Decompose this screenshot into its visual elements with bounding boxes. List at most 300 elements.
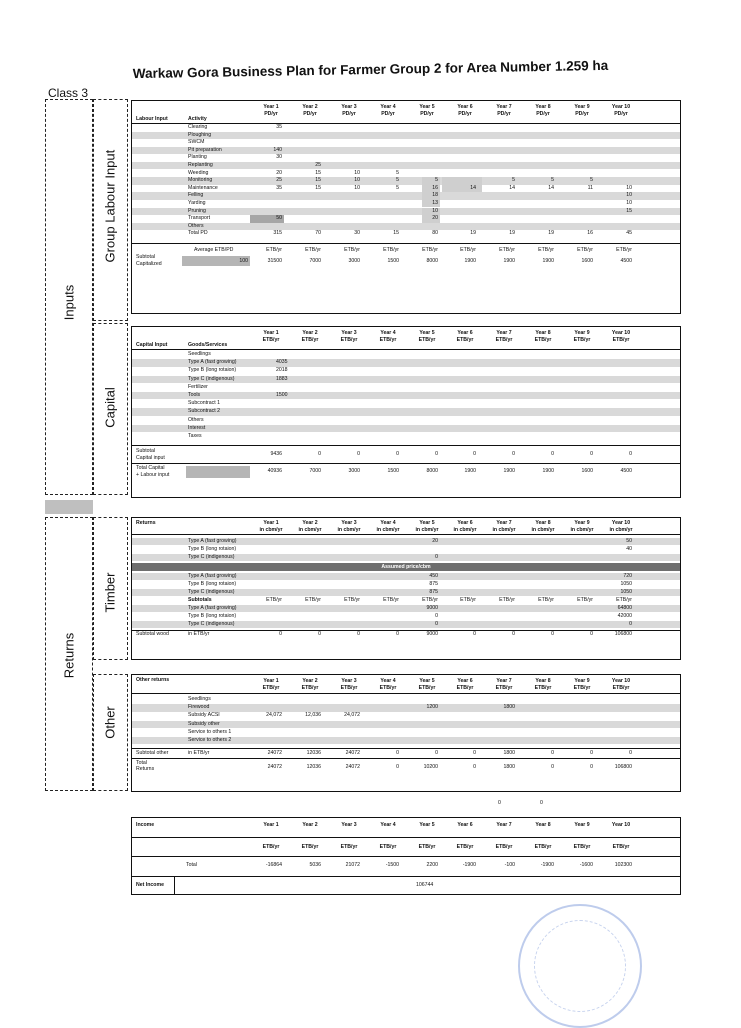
inputs-label: Inputs <box>61 284 77 321</box>
assumed-price-bar: Assumed price/cbm <box>132 563 680 571</box>
labour-subtotal: 1900 <box>542 258 554 264</box>
labour-value: 19 <box>470 230 476 237</box>
activity-name: Total PD <box>188 230 208 237</box>
capital-row <box>132 433 680 440</box>
capital-input-label: Capital Input <box>136 342 168 348</box>
labour-value: 10 <box>626 192 632 199</box>
unit-header: PD/yr <box>303 110 317 117</box>
unit-header: PD/yr <box>614 110 628 117</box>
total-returns: 24072 <box>345 764 360 771</box>
value-y10: 0 <box>629 621 632 627</box>
subtotal-wood: 0 <box>357 631 360 637</box>
subtotal-other: 0 <box>473 750 476 757</box>
total-returns-label2: Returns <box>136 766 155 773</box>
other-label: Other <box>102 706 118 739</box>
year-header: Year 1 <box>263 520 279 526</box>
year-header: Year 8 <box>535 520 551 526</box>
subtotal-other: 0 <box>629 750 632 757</box>
unit-header: ETB/yr <box>612 844 630 850</box>
timber-volume-y5: 20 <box>432 538 438 544</box>
total-returns: 12036 <box>306 764 321 771</box>
returns-label: Returns <box>136 520 156 526</box>
capital-value: 2018 <box>276 367 288 374</box>
timber-label: Timber <box>102 572 118 613</box>
total-returns: 106800 <box>614 764 632 771</box>
goods-name: Type B (long rotaion) <box>188 367 237 374</box>
subtotal-other-label: Subtotal other <box>136 750 169 757</box>
species-name: Type C (indigenous) <box>188 589 235 595</box>
activity-name: SWCM <box>188 139 205 146</box>
labour-row <box>132 124 680 131</box>
year-header: Year 1 <box>263 330 279 336</box>
value-y5: 9000 <box>426 605 438 611</box>
species-name: Type A (fast growing) <box>188 605 237 611</box>
labour-value: 30 <box>276 154 282 161</box>
class-label: Class 3 <box>48 86 89 100</box>
total-capital: 1900 <box>503 468 515 475</box>
total-returns: 10200 <box>423 764 438 771</box>
activity-name: Felling <box>188 192 204 199</box>
other-item-name: Firewood <box>188 704 210 711</box>
year-header: Year 7 <box>496 678 512 684</box>
activity-name: Maintenance <box>188 184 218 191</box>
year-header: Year 2 <box>302 104 318 110</box>
income-total: -1500 <box>385 862 399 868</box>
activity-name: Ploughing <box>188 131 212 138</box>
capital-label: Capital <box>102 387 118 428</box>
etb-unit: ETB/yr <box>422 247 438 253</box>
other-returns-table <box>131 674 681 792</box>
year-header: Year 1 <box>263 104 279 110</box>
separator-block <box>45 500 93 514</box>
year-header: Year 10 <box>611 520 631 526</box>
unit-header: ETB/yr <box>340 336 358 343</box>
labour-subtotal: 1500 <box>387 258 399 264</box>
unit-header: ETB/yr <box>534 844 552 850</box>
labour-row <box>132 223 680 230</box>
activity-name: Transport <box>188 215 211 222</box>
year-header: Year 10 <box>611 822 631 828</box>
capital-subtotal-label2: Capital input <box>136 455 165 462</box>
activity-header: Activity <box>188 116 207 122</box>
total-capital: 4500 <box>620 468 632 475</box>
below-values <box>0 800 741 810</box>
unit-header: in cbm/yr <box>570 526 594 533</box>
unit-header: ETB/yr <box>262 336 280 343</box>
value-y10: 42000 <box>617 613 632 619</box>
labour-value: 16 <box>432 184 438 191</box>
subtotal-wood-label: Subtotal wood <box>136 631 169 637</box>
capital-subtotal-label: Subtotal <box>136 448 156 455</box>
capital-subtotal: 0 <box>551 451 554 458</box>
labour-value: 5 <box>396 169 399 176</box>
income-total: 2200 <box>426 862 438 868</box>
row-divider <box>132 693 680 694</box>
year-header: Year 4 <box>380 330 396 336</box>
year-header: Year 9 <box>574 330 590 336</box>
labour-value: 19 <box>548 230 554 237</box>
year-header: Year 4 <box>380 822 396 828</box>
row-divider <box>132 349 680 350</box>
year-header: Year 4 <box>380 678 396 684</box>
total-returns: 1800 <box>503 764 515 771</box>
value-y5: 0 <box>435 621 438 627</box>
unit-header: ETB/yr <box>495 844 513 850</box>
price-y10: 1050 <box>620 581 632 587</box>
other-row <box>132 696 680 703</box>
labour-value: 20 <box>276 169 282 176</box>
year-header: Year 6 <box>457 822 473 828</box>
labour-value: 18 <box>432 192 438 199</box>
year-header: Year 9 <box>574 520 590 526</box>
labour-value: 80 <box>432 230 438 237</box>
total-returns-label: Total <box>136 760 147 767</box>
other-item-name: Service to others 2 <box>188 737 232 743</box>
species-name: Type B (long rotaion) <box>188 546 237 552</box>
labour-value: 5 <box>396 177 399 184</box>
etb-unit: ETB/yr <box>383 597 399 603</box>
year-header: Year 2 <box>302 330 318 336</box>
labour-value: 5 <box>435 177 438 184</box>
etb-unit: ETB/yr <box>577 247 593 253</box>
etb-unit: ETB/yr <box>538 597 554 603</box>
capital-row <box>132 417 680 424</box>
subtotal-wood: 0 <box>279 631 282 637</box>
income-total: 5036 <box>309 862 321 868</box>
goods-name: Interest <box>188 424 206 431</box>
goods-name: Tools <box>188 392 201 398</box>
subtotal-wood: 106800 <box>614 631 632 637</box>
price-y5: 875 <box>429 589 438 595</box>
activity-name: Others <box>188 222 204 229</box>
year-header: Year 4 <box>380 520 396 526</box>
activity-name: Monitoring <box>188 177 213 184</box>
year-header: Year 8 <box>535 104 551 110</box>
subtotal-wood: 0 <box>551 631 554 637</box>
labour-value: 10 <box>354 177 360 184</box>
year-header: Year 2 <box>302 520 318 526</box>
other-value: 1200 <box>426 704 438 711</box>
year-header: Year 8 <box>535 678 551 684</box>
labour-value: 140 <box>273 146 282 153</box>
subtotal-wood-unit: in ETB/yr <box>188 631 210 637</box>
etb-unit: ETB/yr <box>499 597 515 603</box>
unit-header: in cbm/yr <box>415 526 439 533</box>
subtotal-wood: 0 <box>590 631 593 637</box>
labour-value: 35 <box>276 184 282 191</box>
etb-unit: ETB/yr <box>499 247 515 253</box>
unit-header: ETB/yr <box>456 336 474 343</box>
capital-value: 1883 <box>276 375 288 382</box>
labour-value: 45 <box>626 230 632 237</box>
etb-unit: ETB/yr <box>616 597 632 603</box>
income-total: -100 <box>504 862 515 868</box>
etb-unit: ETB/yr <box>266 247 282 253</box>
goods-name: Subcontract 1 <box>188 400 221 407</box>
labour-value: 16 <box>587 230 593 237</box>
year-header: Year 5 <box>419 330 435 336</box>
year-header: Year 9 <box>574 678 590 684</box>
net-income-value: 106744 <box>416 882 434 888</box>
species-name: Type A (fast growing) <box>188 538 237 544</box>
unit-header: ETB/yr <box>573 684 591 691</box>
total-capital: 7000 <box>309 468 321 475</box>
activity-name: Weeding <box>188 169 209 176</box>
unit-header: ETB/yr <box>301 336 319 343</box>
species-name: Type B (long rotaion) <box>188 581 237 587</box>
goods-name: Taxes <box>188 433 202 439</box>
unit-header: ETB/yr <box>262 844 280 850</box>
etb-unit: ETB/yr <box>305 247 321 253</box>
labour-value: 10 <box>354 169 360 176</box>
subtotal-other: 24072 <box>267 750 282 757</box>
species-name: Type C (indigenous) <box>188 554 235 560</box>
labour-subtotal: 4500 <box>620 258 632 264</box>
etb-unit: ETB/yr <box>344 247 360 253</box>
labour-value: 25 <box>315 162 321 168</box>
unit-header: ETB/yr <box>379 684 397 691</box>
total-capital-label2: + Labour input <box>136 472 170 479</box>
unit-header: ETB/yr <box>573 336 591 343</box>
total-capital-label: Total Capital <box>136 465 165 472</box>
capital-subtotal: 0 <box>512 451 515 458</box>
goods-name: Fertilizer <box>188 383 208 390</box>
labour-value: 70 <box>315 230 321 237</box>
net-income-label: Net Income <box>136 882 164 888</box>
capital-row <box>132 392 680 399</box>
income-total: 21072 <box>345 862 360 868</box>
labour-row <box>132 139 680 146</box>
below-value-y6: 0 <box>498 800 501 806</box>
year-header: Year 9 <box>574 104 590 110</box>
subtotal-other: 12036 <box>306 750 321 757</box>
other-item-name: Service to others 1 <box>188 728 232 735</box>
unit-header: ETB/yr <box>262 684 280 691</box>
page-title: Warkaw Gora Business Plan for Farmer Group 2 for Area Number 1.259 ha <box>132 57 609 82</box>
labour-subtotal: 31500 <box>267 258 282 264</box>
labour-row <box>132 154 680 161</box>
year-header: Year 6 <box>457 678 473 684</box>
unit-header: in cbm/yr <box>453 526 477 533</box>
etb-unit: ETB/yr <box>344 597 360 603</box>
year-header: Year 3 <box>341 822 357 828</box>
capital-subtotal: 0 <box>357 451 360 458</box>
labour-value: 14 <box>548 184 554 191</box>
capital-subtotal: 0 <box>473 451 476 458</box>
other-item-name: Seedlings <box>188 696 211 702</box>
unit-header: ETB/yr <box>379 336 397 343</box>
total-returns: 0 <box>590 764 593 771</box>
unit-header: PD/yr <box>536 110 550 117</box>
other-item-name: Subsidy other <box>188 720 220 727</box>
labour-subtotal: 1600 <box>581 258 593 264</box>
year-header: Year 1 <box>263 822 279 828</box>
year-header: Year 5 <box>419 104 435 110</box>
row-divider <box>132 758 680 759</box>
year-header: Year 10 <box>611 330 631 336</box>
total-capital: 1600 <box>581 468 593 475</box>
subtotal-wood: 0 <box>396 631 399 637</box>
capital-subtotal: 0 <box>590 451 593 458</box>
labour-value: 50 <box>276 215 282 222</box>
subtotal-other: 1800 <box>503 750 515 757</box>
species-name: Type A (fast growing) <box>188 573 237 579</box>
etb-unit: ETB/yr <box>266 597 282 603</box>
total-capital: 1900 <box>464 468 476 475</box>
unit-header: ETB/yr <box>418 684 436 691</box>
etb-unit: ETB/yr <box>460 247 476 253</box>
labour-value: 14 <box>470 184 476 191</box>
income-total: -16864 <box>265 862 282 868</box>
unit-header: in cbm/yr <box>492 526 516 533</box>
labour-row <box>132 132 680 139</box>
unit-header: ETB/yr <box>301 684 319 691</box>
total-returns: 0 <box>396 764 399 771</box>
activity-name: Pit preparation <box>188 146 222 153</box>
goods-name: Seedlings <box>188 351 211 357</box>
labour-value: 10 <box>354 184 360 191</box>
value-y5: 0 <box>435 613 438 619</box>
goods-header: Goods/Services <box>188 342 228 348</box>
subtotal-wood: 0 <box>512 631 515 637</box>
labour-row <box>132 170 680 177</box>
subtotal-wood: 9000 <box>426 631 438 637</box>
unit-header: ETB/yr <box>495 336 513 343</box>
year-header: Year 5 <box>419 822 435 828</box>
year-header: Year 8 <box>535 330 551 336</box>
subtotal-other: 0 <box>551 750 554 757</box>
etb-unit: ETB/yr <box>616 247 632 253</box>
labour-value: 10 <box>626 200 632 206</box>
labour-value: 20 <box>432 215 438 222</box>
total-capital: 1500 <box>387 468 399 475</box>
unit-header: ETB/yr <box>301 844 319 850</box>
goods-name: Subcontract 2 <box>188 408 221 415</box>
labour-row <box>132 162 680 169</box>
goods-name: Type C (indigenous) <box>188 375 235 382</box>
total-returns: 0 <box>551 764 554 771</box>
other-returns-label: Other returns <box>136 677 170 683</box>
year-header: Year 5 <box>419 520 435 526</box>
returns-label: Returns <box>61 632 77 679</box>
activity-name: Replanting <box>188 162 213 168</box>
year-header: Year 3 <box>341 520 357 526</box>
price-y10: 720 <box>623 573 632 579</box>
year-header: Year 3 <box>341 330 357 336</box>
labour-value: 15 <box>315 169 321 176</box>
total-capital: 3000 <box>348 468 360 475</box>
total-capital-shade <box>186 466 250 478</box>
unit-header: ETB/yr <box>418 844 436 850</box>
official-stamp <box>518 904 642 1028</box>
capital-subtotal: 0 <box>435 451 438 458</box>
etb-unit: ETB/yr <box>538 247 554 253</box>
activity-name: Clearing <box>188 124 208 130</box>
capitalized-label: Capitalized <box>136 261 162 267</box>
unit-header: ETB/yr <box>456 844 474 850</box>
subtotal-other: 0 <box>396 750 399 757</box>
unit-header: PD/yr <box>381 110 395 117</box>
labour-subtotal: 7000 <box>309 258 321 264</box>
unit-header: ETB/yr <box>612 336 630 343</box>
labour-subtotal: 1900 <box>464 258 476 264</box>
other-value: 24,072 <box>344 712 360 719</box>
row-divider <box>132 876 680 877</box>
row-divider <box>132 463 680 464</box>
labour-subtotal: 1900 <box>503 258 515 264</box>
unit-header: in cbm/yr <box>531 526 555 533</box>
unit-header: PD/yr <box>497 110 511 117</box>
income-total: 102300 <box>614 862 632 868</box>
activity-name: Planting <box>188 154 207 161</box>
labour-value: 30 <box>354 230 360 237</box>
year-header: Year 9 <box>574 822 590 828</box>
year-header: Year 3 <box>341 104 357 110</box>
unit-header: ETB/yr <box>612 684 630 691</box>
year-header: Year 2 <box>302 678 318 684</box>
capital-subtotal: 0 <box>629 451 632 458</box>
capital-row <box>132 351 680 358</box>
etb-unit: ETB/yr <box>422 597 438 603</box>
unit-header: ETB/yr <box>534 336 552 343</box>
unit-header: PD/yr <box>458 110 472 117</box>
year-header: Year 1 <box>263 678 279 684</box>
income-total: -1900 <box>540 862 554 868</box>
labour-input-label: Labour Input <box>136 116 168 122</box>
capital-input-table <box>131 326 681 498</box>
year-header: Year 10 <box>611 104 631 110</box>
species-name: Type B (long rotaion) <box>188 613 237 619</box>
timber-returns-table <box>131 517 681 660</box>
unit-header: in cbm/yr <box>259 526 283 533</box>
capital-value: 1500 <box>276 392 288 398</box>
row-divider <box>132 445 680 446</box>
timber-volume-y10: 50 <box>626 538 632 544</box>
year-header: Year 7 <box>496 520 512 526</box>
total-returns: 0 <box>473 764 476 771</box>
income-label: Income <box>136 822 155 828</box>
subtotal-other: 24072 <box>345 750 360 757</box>
other-value: 1800 <box>503 704 515 711</box>
subtotal-other: 0 <box>590 750 593 757</box>
labour-subtotal: 8000 <box>426 258 438 264</box>
year-header: Year 10 <box>611 678 631 684</box>
value-y10: 64800 <box>617 605 632 611</box>
year-header: Year 4 <box>380 104 396 110</box>
income-total-label: Total <box>186 862 197 868</box>
timber-volume-y5: 0 <box>435 554 438 560</box>
labour-value: 10 <box>432 207 438 214</box>
labour-input-table <box>131 100 681 314</box>
year-header: Year 2 <box>302 822 318 828</box>
year-header: Year 3 <box>341 678 357 684</box>
other-item-name: Subsidy ACSI <box>188 712 220 719</box>
row-divider <box>132 243 680 244</box>
unit-header: PD/yr <box>342 110 356 117</box>
unit-header: in cbm/yr <box>337 526 361 533</box>
timber-volume-y10: 40 <box>626 546 632 552</box>
year-header: Year 8 <box>535 822 551 828</box>
income-total: -1900 <box>462 862 476 868</box>
labour-value: 10 <box>626 184 632 191</box>
etb-unit: ETB/yr <box>460 597 476 603</box>
labour-value: 5 <box>551 177 554 184</box>
year-header: Year 6 <box>457 330 473 336</box>
labour-value: 35 <box>276 124 282 130</box>
activity-name: Yarding <box>188 200 206 206</box>
total-capital: 8000 <box>426 468 438 475</box>
labour-value: 14 <box>509 184 515 191</box>
